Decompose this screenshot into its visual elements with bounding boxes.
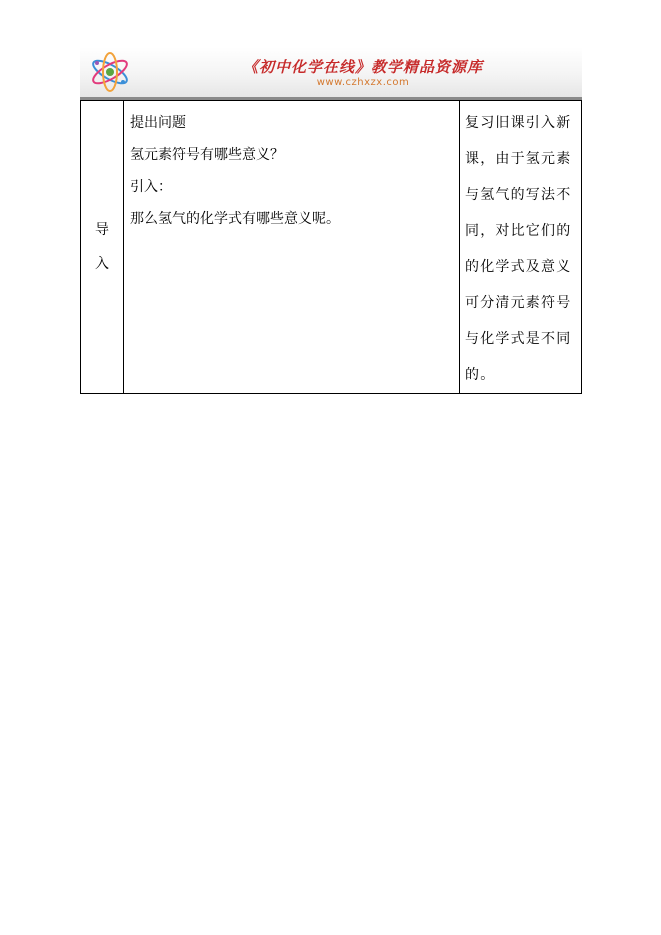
content-line: 氢元素符号有哪些意义？ xyxy=(130,147,284,163)
stage-label-2: 入 xyxy=(95,256,109,272)
lesson-table xyxy=(80,100,582,394)
note-cell xyxy=(460,101,582,394)
content-line: 那么氢气的化学式有哪些意义呢。 xyxy=(130,211,340,227)
atom-logo-icon xyxy=(88,51,132,93)
design-note-text: 复习旧课引入新课，由于氢元素与氢气的写法不同，对比它们的的化学式及意义可分清元素符号与化学式是不同的。 xyxy=(465,115,572,383)
banner-url: www.czhxzx.com xyxy=(316,77,410,88)
content-line: 引入： xyxy=(130,179,172,195)
stage-cell xyxy=(81,101,124,394)
header-banner xyxy=(80,47,582,97)
content-line: 提出问题 xyxy=(130,115,186,131)
banner-title: 《初中化学在线》教学精品资源库 xyxy=(242,58,483,76)
content-cell xyxy=(124,101,460,394)
stage-label-1: 导 xyxy=(95,222,109,238)
table-row xyxy=(81,101,582,394)
